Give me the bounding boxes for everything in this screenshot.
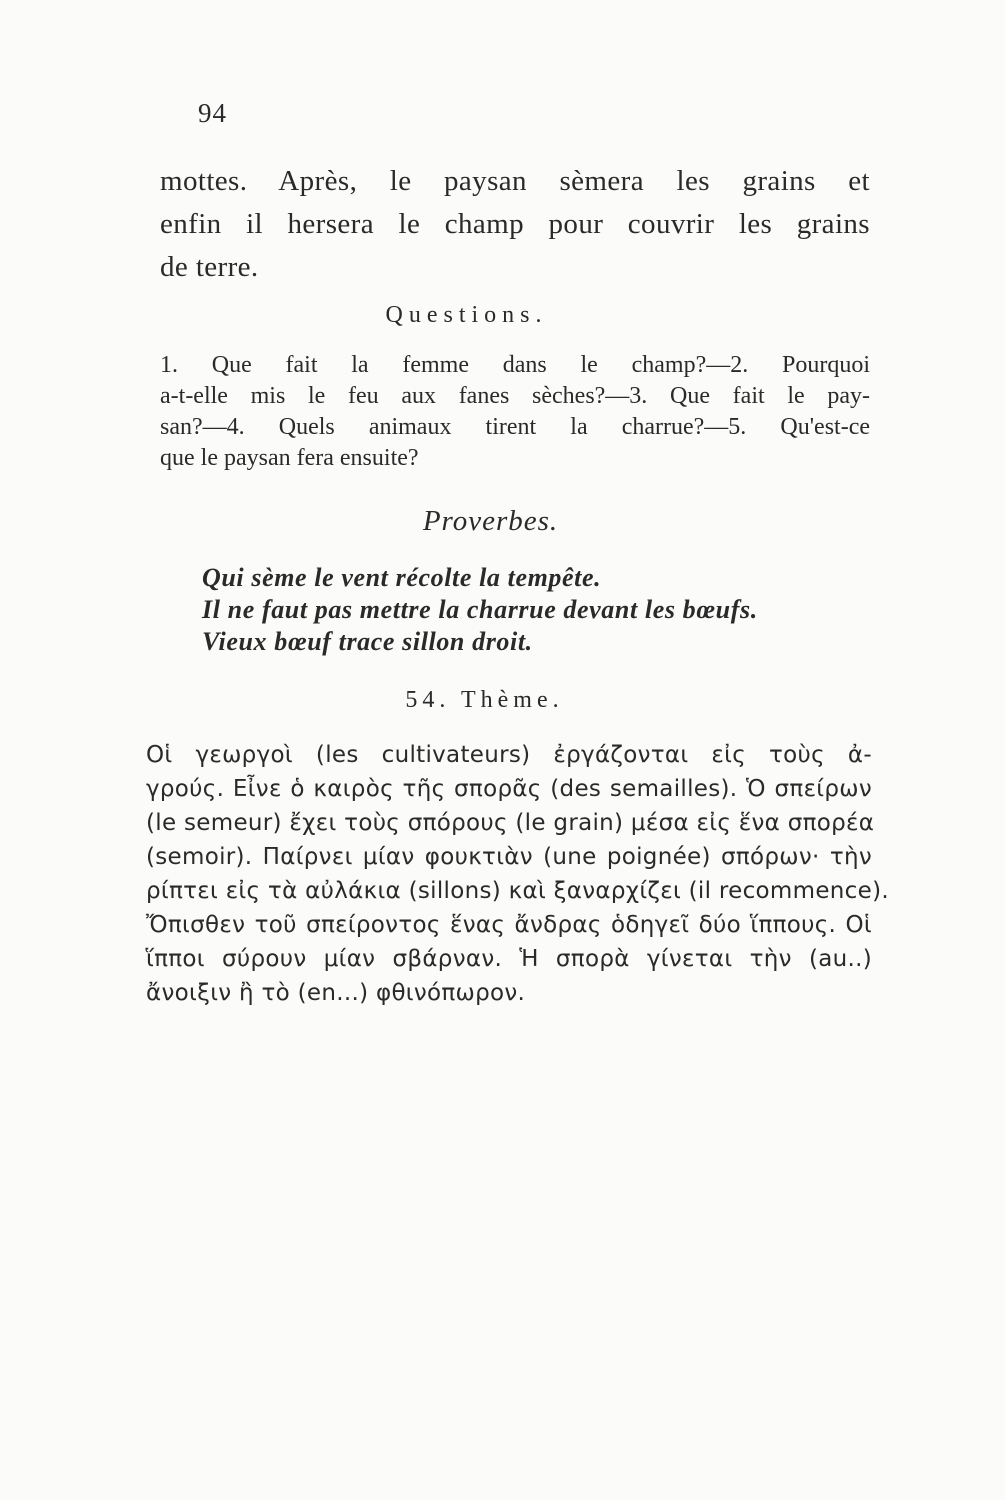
proverbs-heading: Proverbes. <box>422 505 559 537</box>
page-number: 94 <box>198 98 227 128</box>
theme-line: ἵπποι σύρουν μίαν σβάρναν. Ἡ σπορὰ γίνεται τὴν (au..) <box>146 946 872 972</box>
questions-heading: Questions. <box>385 302 548 328</box>
theme-line: γρούς. Εἶνε ὁ καιρὸς τῆς σπορᾶς (des semailles). Ὁ σπείρων <box>146 776 872 802</box>
theme-line: (semoir). Παίρνει μίαν φουκτιὰν (une poignée) σπόρων· τὴν <box>146 844 872 870</box>
questions-paragraph <box>160 350 870 474</box>
theme-line: ἄνοιξιν ἢ τὸ (en...) φθινόπωρον. <box>146 980 526 1006</box>
questions-line: que le paysan fera ensuite? <box>160 445 419 471</box>
theme-heading: 54. Thème. <box>405 687 564 713</box>
proverbs-list <box>202 562 902 658</box>
theme-line: Οἱ γεωργοὶ (les cultivateurs) ἐργάζονται εἰς τοὺς ἀ- <box>146 742 872 768</box>
proverb-line: Qui sème le vent récolte la tempête. <box>202 563 602 592</box>
theme-greek-paragraph <box>146 738 889 1010</box>
intro-line: enfin il hersera le champ pour couvrir les grains <box>160 208 870 240</box>
intro-paragraph <box>160 160 870 289</box>
proverb-line: Vieux bœuf trace sillon droit. <box>202 627 533 656</box>
theme-line: (le semeur) ἔχει τοὺς σπόρους (le grain) μέσα εἰς ἕνα σπορέα <box>146 810 875 836</box>
questions-line: san?—4. Quels animaux tirent la charrue?—5. Qu'est-ce <box>160 414 870 440</box>
proverb-line: Il ne faut pas mettre la charrue devant les bœufs. <box>202 595 758 624</box>
questions-line: 1. Que fait la femme dans le champ?—2. Pourquoi <box>160 352 870 378</box>
theme-line: Ὄπισθεν τοῦ σπείροντος ἕνας ἄνδρας ὁδηγεῖ δύο ἵππους. Οἱ <box>146 912 872 938</box>
intro-line: de terre. <box>160 251 259 283</box>
theme-line: ρίπτει εἰς τὰ αὐλάκια (sillons) καὶ ξαναρχίζει (il recommence). <box>146 878 889 904</box>
intro-line: mottes. Après, le paysan sèmera les grains et <box>160 165 870 197</box>
questions-line: a-t-elle mis le feu aux fanes sèches?—3. Que fait le pay- <box>160 383 870 409</box>
